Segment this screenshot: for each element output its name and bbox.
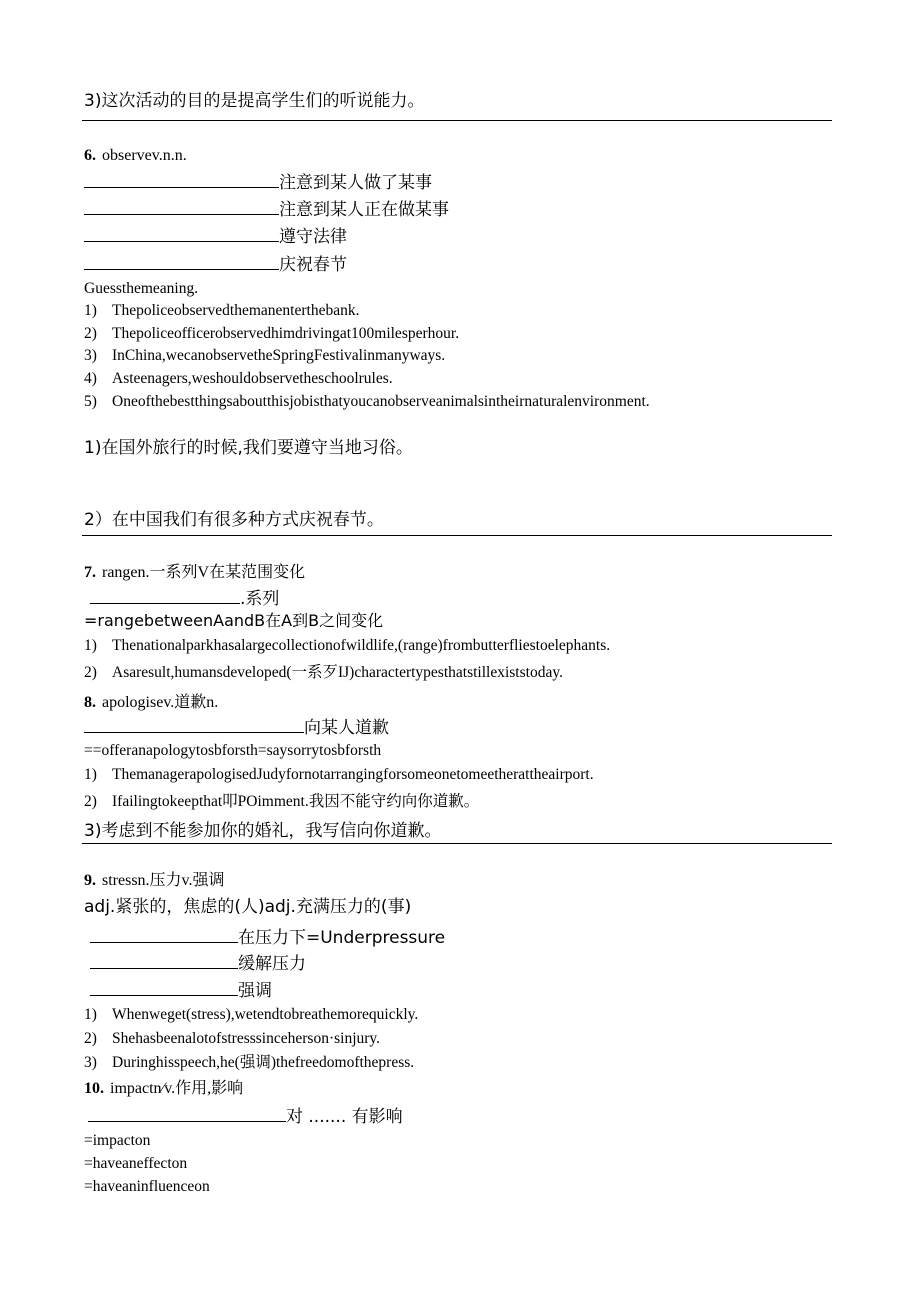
s8-equation: ==offeranapologytosbforsth=saysorrytosbforsth <box>84 742 382 759</box>
sentence-number: 2) <box>84 1030 97 1047</box>
s6-phrase-row <box>84 173 432 192</box>
s9-phrase-row <box>90 981 272 1000</box>
fill-blank[interactable] <box>84 718 304 733</box>
sentence-text: Asaresult,humansdeveloped(一系歹IJ)charactertypesthatstillexiststoday. <box>112 664 563 681</box>
s6-sentence <box>84 371 393 387</box>
s6-guess-label: Guessthemeaning. <box>84 280 199 297</box>
s6-phrase-3: 遵守法律 <box>279 227 347 247</box>
s8-translation-3: 3)考虑到不能参加你的婚礼，我写信向你道歉。 <box>84 821 442 841</box>
sentence-number: 3) <box>84 347 97 364</box>
sentence-text: Thepoliceofficerobservedhimdrivingat100milesperhour. <box>112 325 460 342</box>
s8-word: apologisev.道歉n. <box>102 694 219 711</box>
answer-line <box>82 535 832 536</box>
fill-blank[interactable] <box>90 928 238 943</box>
s6-sentence <box>84 326 459 342</box>
s5-translation-3: 3)这次活动的目的是提高学生们的听说能力。 <box>84 91 425 111</box>
sentence-number: 1) <box>84 637 97 654</box>
s9-sentence <box>84 1055 414 1071</box>
s7-sentence <box>84 638 610 654</box>
s8-blank-row <box>84 718 389 737</box>
s6-phrase-row <box>84 255 347 274</box>
s7-heading <box>84 565 305 581</box>
s8-sentence <box>84 794 479 810</box>
s6-translation-2: 2）在中国我们有很多种方式庆祝春节。 <box>84 510 384 530</box>
fill-blank[interactable] <box>84 227 279 242</box>
s7-sentence <box>84 665 563 681</box>
s9-number: 9. <box>84 872 96 889</box>
s9-phrase-3: 强调 <box>238 981 272 1001</box>
sentence-number: 1) <box>84 1006 97 1023</box>
s9-word: stressn.压力v.强调 <box>102 872 225 889</box>
s6-phrase-row <box>84 200 449 219</box>
s6-phrase-4: 庆祝春节 <box>279 255 347 275</box>
s7-blank-label: .系列 <box>240 589 280 609</box>
s10-word: impactn∕v.作用,影响 <box>110 1080 244 1097</box>
s6-phrase-1: 注意到某人做了某事 <box>279 173 432 193</box>
s7-blank-row <box>90 589 279 608</box>
s8-number: 8. <box>84 694 96 711</box>
answer-line <box>82 120 832 121</box>
s9-sentence <box>84 1031 380 1047</box>
s10-number: 10. <box>84 1080 104 1097</box>
sentence-number: 2) <box>84 325 97 342</box>
s10-heading <box>84 1081 243 1097</box>
fill-blank[interactable] <box>84 200 279 215</box>
answer-line <box>82 843 832 844</box>
fill-blank[interactable] <box>90 981 238 996</box>
s6-number: 6. <box>84 147 96 164</box>
s7-word: rangen.一系列V在某范围变化 <box>102 564 306 581</box>
sentence-text: Thenationalparkhasalargecollectionofwildlife,(range)frombutterfliestoelephants. <box>112 637 611 654</box>
s10-equation-3: =haveaninfluenceon <box>84 1178 210 1195</box>
s8-sentence <box>84 767 594 783</box>
s6-phrase-row <box>84 227 347 246</box>
sentence-text: Shehasbeenalotofstresssinceherson·sinjury. <box>112 1030 381 1047</box>
s6-sentence <box>84 303 359 319</box>
s8-heading <box>84 695 218 711</box>
s6-sentence <box>84 394 650 410</box>
s9-adjectives: adj.紧张的，焦虑的(人)adj.充满压力的(事) <box>84 897 412 917</box>
s9-sentence <box>84 1007 418 1023</box>
fill-blank[interactable] <box>90 589 240 604</box>
sentence-number: 2) <box>84 793 97 810</box>
sentence-number: 5) <box>84 393 97 410</box>
s6-translation-1: 1)在国外旅行的时候,我们要遵守当地习俗。 <box>84 438 413 458</box>
s6-phrase-2: 注意到某人正在做某事 <box>279 200 449 220</box>
fill-blank[interactable] <box>88 1107 286 1122</box>
sentence-text: Thepoliceobservedthemanenterthebank. <box>112 302 360 319</box>
sentence-text: InChina,wecanobservetheSpringFestivalinmanyways. <box>112 347 446 364</box>
s9-phrase-row <box>90 928 445 947</box>
fill-blank[interactable] <box>84 173 279 188</box>
s6-word: observev.n.n. <box>102 147 187 164</box>
sentence-text: ThemanagerapologisedJudyfornotarrangingforsomeonetomeetherattheairport. <box>112 766 594 783</box>
s9-phrase-1: 在压力下=Underpressure <box>238 928 446 948</box>
s9-phrase-2: 缓解压力 <box>238 954 306 974</box>
s10-blank-label: 对 ....... 有影响 <box>286 1107 403 1127</box>
sentence-number: 1) <box>84 302 97 319</box>
fill-blank[interactable] <box>84 255 279 270</box>
fill-blank[interactable] <box>90 954 238 969</box>
s8-blank-label: 向某人道歉 <box>304 718 389 738</box>
sentence-text: Asteenagers,weshouldobservetheschoolrules. <box>112 370 393 387</box>
s10-equation-2: =haveaneffecton <box>84 1155 188 1172</box>
sentence-text: Duringhisspeech,he(强调)thefreedomofthepress. <box>112 1054 415 1071</box>
sentence-number: 2) <box>84 664 97 681</box>
sentence-number: 4) <box>84 370 97 387</box>
s7-number: 7. <box>84 564 96 581</box>
s6-heading <box>84 148 187 164</box>
sentence-text: Ifailingtokeepthat叩POimment.我因不能守约向你道歉。 <box>112 793 480 810</box>
sentence-number: 1) <box>84 766 97 783</box>
sentence-number: 3) <box>84 1054 97 1071</box>
s9-heading <box>84 873 225 889</box>
s10-equation-1: =impacton <box>84 1132 151 1149</box>
sentence-text: Oneofthebestthingsaboutthisjobisthatyoucanobserveanimalsintheirnaturalenvironment. <box>112 393 650 410</box>
sentence-text: Whenweget(stress),wetendtobreathemorequickly. <box>112 1006 419 1023</box>
s10-blank-row <box>88 1107 403 1126</box>
s6-sentence <box>84 348 445 364</box>
s7-equation: =rangebetweenAandB在A到B之间变化 <box>84 611 384 630</box>
s9-phrase-row <box>90 954 306 973</box>
